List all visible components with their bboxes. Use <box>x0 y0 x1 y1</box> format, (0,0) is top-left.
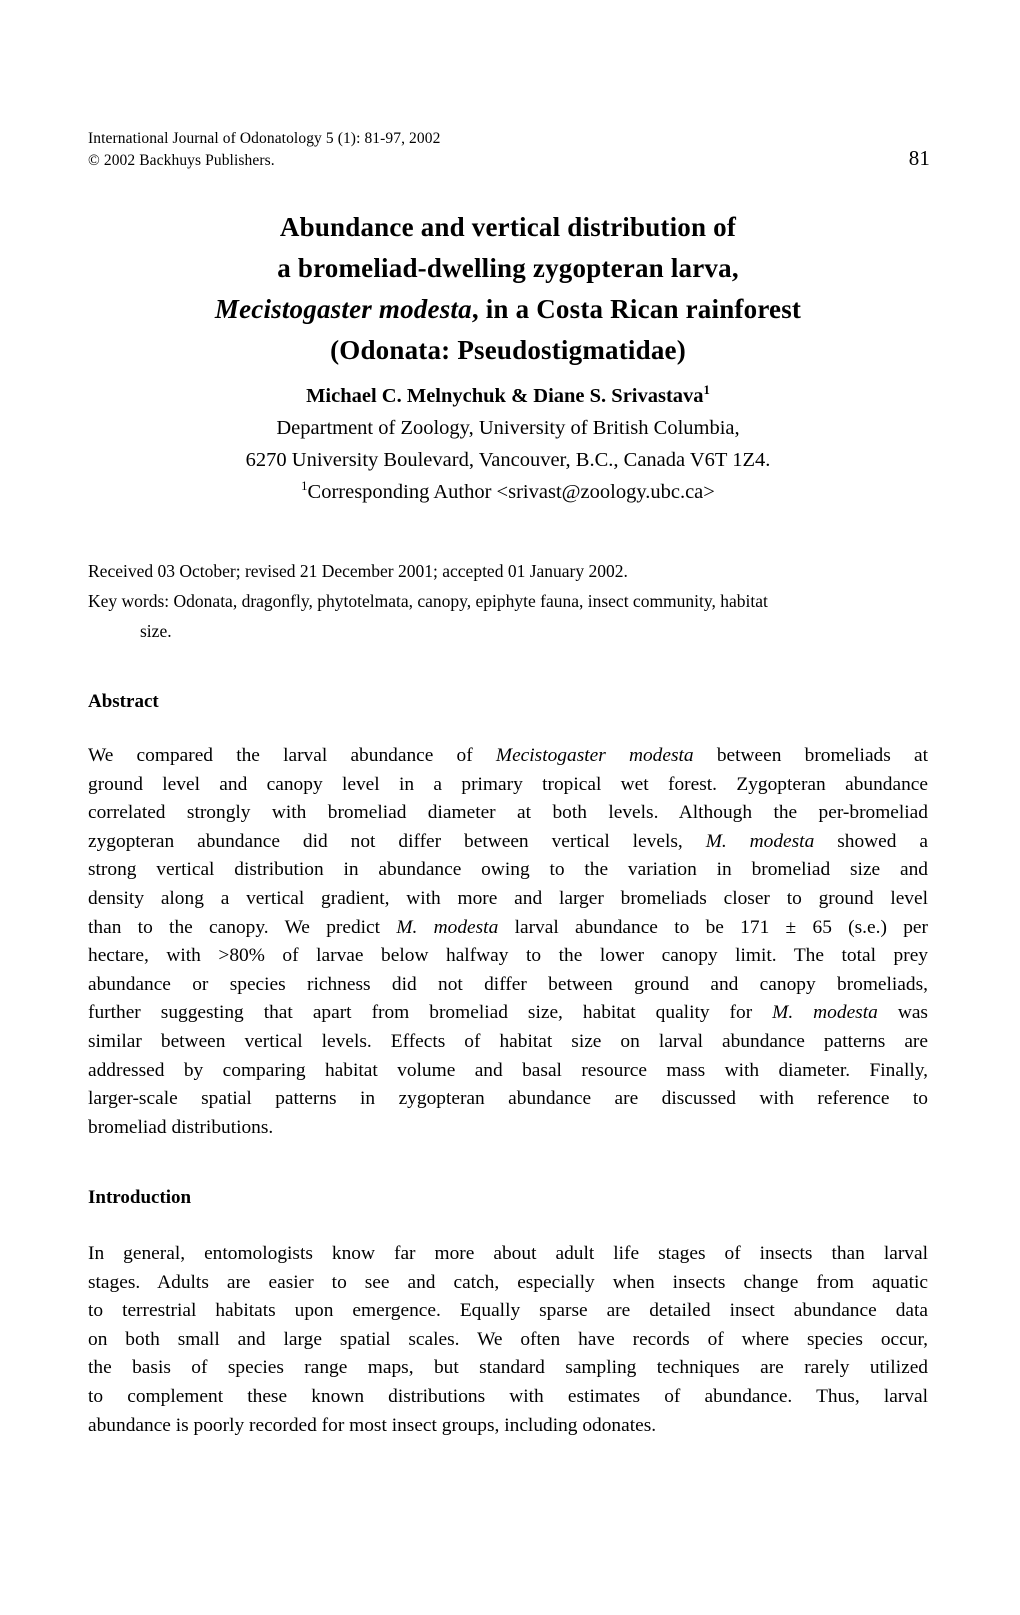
text-run: strong vertical distribution in abundance owing to the variation in bromeliad size and <box>88 859 928 881</box>
text-line <box>88 1240 928 1269</box>
keywords-line-1: Key words: Odonata, dragonfly, phytotelmata, canopy, epiphyte fauna, insect community, habitat <box>88 591 768 611</box>
text-run: between bromeliads at <box>693 745 928 766</box>
text-run: larval abundance to be 171 ± 65 (s.e.) per <box>498 916 928 938</box>
text-line <box>88 999 928 1028</box>
title-line-3-rest: , in a Costa Rican rainforest <box>471 294 802 324</box>
text-line <box>88 1114 928 1143</box>
title-line-1: Abundance and vertical distribution of <box>279 212 737 242</box>
corresponding-author-line <box>88 476 928 508</box>
received-dates: Received 03 October; revised 21 December 2001; accepted 01 January 2002. <box>88 561 628 581</box>
text-line <box>88 742 928 771</box>
author-footnote-marker: 1 <box>703 383 710 398</box>
text-line <box>88 828 928 857</box>
corresponding-footnote-marker: 1 <box>301 479 308 494</box>
text-run: the basis of species range maps, but standard sampling techniques are rarely utilized <box>88 1357 928 1379</box>
text-line <box>88 1412 928 1441</box>
text-run: hectare, with >80% of larvae below halfway to the lower canopy limit. The total prey <box>88 945 928 967</box>
author-names-text: Michael C. Melnychuk & Diane S. Srivastava <box>306 385 704 407</box>
text-line <box>88 942 928 971</box>
text-line <box>88 1028 928 1057</box>
text-line <box>88 1326 928 1355</box>
text-run: bromeliad distributions. <box>88 1116 274 1138</box>
text-run: density along a vertical gradient, with more and larger bromeliads closer to ground level <box>88 887 928 909</box>
species-name-italic: M. modesta <box>772 1002 878 1024</box>
species-name-italic: M. modesta <box>396 916 499 938</box>
page-number: 81 <box>908 146 930 170</box>
article-metadata <box>88 556 934 646</box>
species-name-italic: Mecistogaster modesta <box>495 745 694 766</box>
introduction-heading: Introduction <box>88 1187 192 1208</box>
text-line <box>88 1085 928 1114</box>
title-line-3 <box>88 289 928 330</box>
abstract-paragraph <box>88 742 928 1142</box>
keywords-line-2: size. <box>140 621 172 641</box>
species-name-italic: Mecistogaster modesta <box>214 294 472 324</box>
text-line <box>88 1297 928 1326</box>
affiliation-line-2: 6270 University Boulevard, Vancouver, B.C., Canada V6T 1Z4. <box>245 449 771 471</box>
species-name-italic: M. modesta <box>705 830 815 852</box>
author-block <box>88 380 928 508</box>
author-names <box>88 380 928 412</box>
text-run: ground level and canopy level in a primary tropical wet forest. Zygopteran abundance <box>88 773 928 795</box>
text-run: stages. Adults are easier to see and catch, especially when insects change from aquatic <box>88 1271 928 1293</box>
corresponding-author-text: Corresponding Author <srivast@zoology.ubc.ca> <box>307 481 715 503</box>
text-run: addressed by comparing habitat volume and basal resource mass with diameter. Finally, <box>88 1059 928 1081</box>
running-head <box>88 128 928 172</box>
text-line <box>88 885 928 914</box>
title-line-2: a bromeliad-dwelling zygopteran larva, <box>277 253 739 283</box>
text-run: abundance or species richness did not differ between ground and canopy bromeliads, <box>88 973 928 995</box>
affiliation-line-1: Department of Zoology, University of British Columbia, <box>276 417 740 439</box>
text-run: In general, entomologists know far more about adult life stages of insects than larval <box>88 1243 928 1264</box>
text-run: than to the canopy. We predict <box>88 916 397 938</box>
text-run: on both small and large spatial scales. We often have records of where species occur, <box>88 1328 928 1350</box>
text-run: to terrestrial habitats upon emergence. Equally sparse are detailed insect abundance data <box>88 1300 928 1322</box>
text-line <box>88 1057 928 1086</box>
text-line <box>88 971 928 1000</box>
journal-citation-line: International Journal of Odonatology 5 (1): 81-97, 2002 <box>88 130 441 147</box>
text-line <box>88 914 928 943</box>
text-run: zygopteran abundance did not differ between vertical levels, <box>88 830 706 852</box>
article-title <box>88 207 928 371</box>
text-run: to complement these known distributions with estimates of abundance. Thus, larval <box>88 1385 928 1407</box>
text-run: correlated strongly with bromeliad diameter at both levels. Although the per-bromeliad <box>88 802 928 824</box>
text-run: larger-scale spatial patterns in zygopteran abundance are discussed with reference to <box>88 1088 928 1110</box>
copyright-line: © 2002 Backhuys Publishers. <box>88 152 275 169</box>
text-line <box>88 1269 928 1298</box>
text-line <box>88 856 928 885</box>
text-line <box>88 1354 928 1383</box>
text-run: was <box>877 1002 928 1024</box>
text-line <box>88 1383 928 1412</box>
introduction-paragraph <box>88 1240 928 1440</box>
title-line-4: (Odonata: Pseudostigmatidae) <box>330 335 686 365</box>
text-line <box>88 799 928 828</box>
text-run: abundance is poorly recorded for most insect groups, including odonates. <box>88 1414 657 1436</box>
abstract-heading: Abstract <box>88 691 159 712</box>
text-run: showed a <box>814 830 929 852</box>
text-run: We compared the larval abundance of <box>88 745 496 766</box>
text-run: further suggesting that apart from bromeliad size, habitat quality for <box>88 1002 773 1024</box>
text-run: similar between vertical levels. Effects of habitat size on larval abundance patterns are <box>88 1030 928 1052</box>
text-line <box>88 771 928 800</box>
